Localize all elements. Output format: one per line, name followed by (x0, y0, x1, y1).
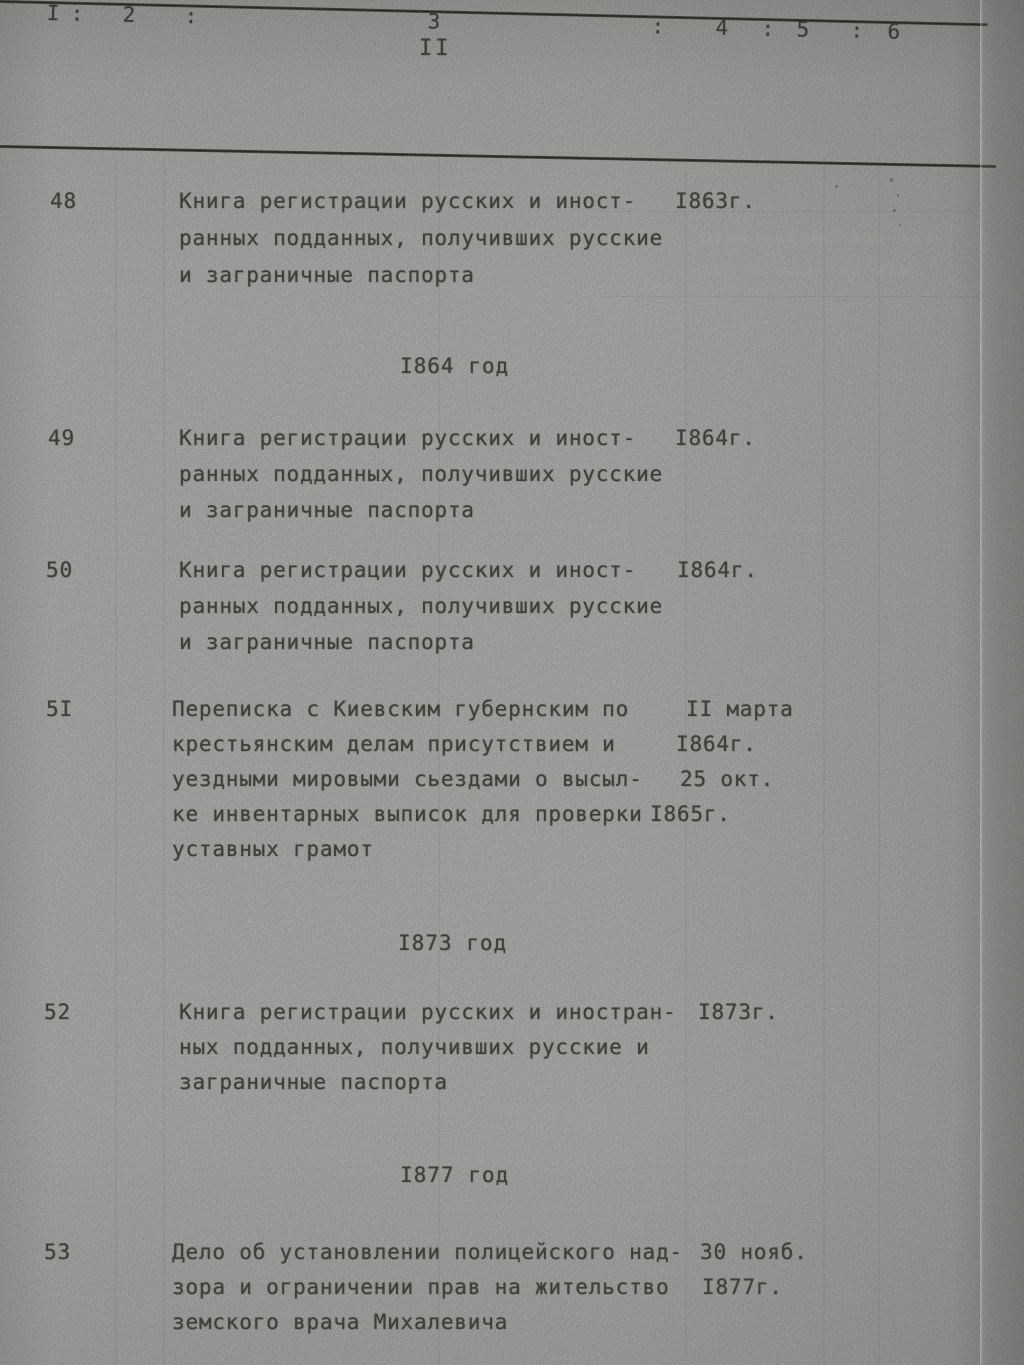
entry-date: I863г. (675, 189, 756, 213)
bleedthrough-line: ытеч ертомс ирп акт (700, 228, 937, 249)
page-fold-edge (980, 0, 1024, 1365)
entry-number: 48 (50, 189, 77, 213)
table-header (0, 0, 1010, 58)
entry-date: 30 нояб. (700, 1240, 808, 1264)
entry-line: крестьянским делам присутствием и (172, 732, 616, 756)
bleedthrough-line: ил ав ноп тед жом (702, 260, 914, 281)
ink-smudge (893, 209, 896, 212)
column-label: : (70, 1, 84, 26)
entry-number: 52 (44, 1000, 71, 1024)
ink-smudge (890, 178, 893, 182)
column-label: : (761, 16, 775, 41)
entry-date: II марта (686, 697, 794, 721)
ink-smudge (897, 194, 899, 197)
pencil-line (600, 296, 990, 297)
bleedthrough-line: овтслет иж ан варп иине чин арго и ароз (300, 1148, 786, 1169)
entry-line: и заграничные паспорта (179, 498, 475, 522)
entry-date: I865г. (650, 802, 731, 826)
bleedthrough-line: огокс йецилоп иинел вонатсу бо олед зако (240, 1098, 738, 1119)
entry-line: ке инвентарных выписок для проверки (172, 802, 643, 826)
column-label: 3 (427, 9, 441, 34)
entry-number: 53 (44, 1240, 71, 1264)
section-heading: I877 год (400, 1163, 510, 1187)
column-label: 2 (122, 2, 136, 27)
column-label: : (850, 18, 864, 43)
entry-line: уставных грамот (172, 837, 374, 861)
ink-smudge (835, 185, 838, 188)
column-rule (823, 158, 825, 1365)
entry-line: Книга регистрации русских и иност- (179, 558, 637, 582)
entry-line: ранных подданных, получивших русские (179, 462, 663, 486)
section-heading: I873 год (398, 931, 508, 955)
bleedthrough-line: ачивел ахим ачарв огокс мез бяон (330, 1198, 728, 1219)
entry-line: Книга регистрации русских и иност- (179, 189, 637, 213)
entry-line: Книга регистрации русских и иностран- (179, 1000, 677, 1024)
entry-line: Книга регистрации русских и иност- (179, 426, 637, 450)
entry-line: и заграничные паспорта (179, 263, 475, 287)
entry-date: I873г. (698, 1000, 779, 1024)
page-number: II (419, 36, 452, 61)
entry-line: ных подданных, получивших русские и (179, 1035, 650, 1059)
column-label: : (651, 14, 665, 39)
entry-line: земского врача Михалевича (172, 1310, 509, 1334)
entry-line: ранных подданных, получивших русские (179, 226, 663, 250)
bleedthrough-line: ков исыпв хынрат невни тома рг (330, 864, 704, 885)
column-label: 6 (887, 19, 901, 44)
fold-shadow (952, 0, 982, 1365)
column-rule (878, 158, 880, 1365)
entry-line: зора и ограничении прав на жительство (172, 1275, 670, 1299)
entry-date: I864г. (677, 558, 758, 582)
entry-line: заграничные паспорта (179, 1070, 448, 1094)
bleedthrough-line: томарг хын ватсу ен (305, 896, 542, 917)
entry-line: ранных подданных, получивших русские (179, 594, 663, 618)
column-rule (163, 158, 165, 1365)
entry-line: Переписка с Киевским губернским по (172, 697, 630, 721)
entry-date: I864г. (675, 426, 756, 450)
column-label: I (46, 1, 60, 26)
entry-date: I877г. (702, 1275, 783, 1299)
entry-date: 25 окт. (680, 767, 775, 791)
column-label: 5 (796, 17, 810, 42)
header-rule-bottom (0, 145, 996, 168)
entry-number: 5I (46, 697, 73, 721)
section-heading: I864 год (400, 354, 510, 378)
pencil-line (600, 211, 992, 212)
entry-number: 50 (46, 558, 73, 582)
entry-line: уездными мировыми сьездами о высыл- (172, 767, 643, 791)
entry-line: Дело об установлении полицейского над- (172, 1240, 683, 1264)
column-label: : (184, 4, 198, 29)
bleedthrough-line: бяон отг (625, 1165, 725, 1186)
entry-date: I864г. (676, 732, 757, 756)
ink-smudge (899, 224, 901, 226)
entry-line: и заграничные паспорта (179, 630, 475, 654)
column-label: 4 (715, 15, 729, 40)
bleedthrough-line: хынн адоп хикс сур ииц ар тсигер (420, 516, 818, 537)
column-rule (115, 158, 117, 1365)
entry-number: 49 (48, 426, 75, 450)
